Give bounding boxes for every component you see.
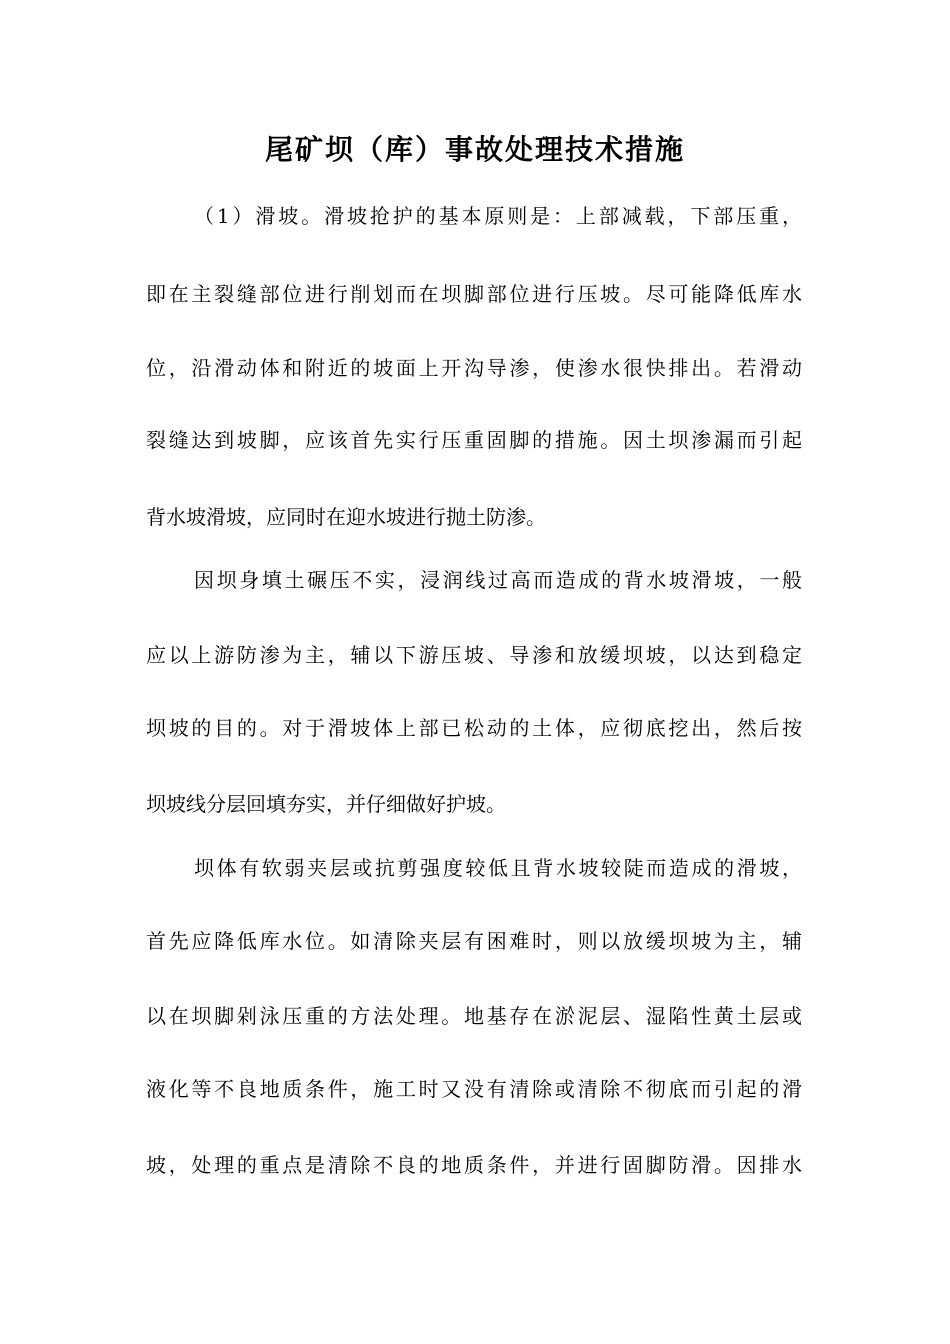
paragraph-line: 裂缝达到坡脚，应该首先实行压重固脚的措施。因土坝渗漏而引起 <box>146 428 802 452</box>
paragraph-line: 坝坡线分层回填夯实，并仔细做好护坡。 <box>146 792 506 816</box>
paragraph-line: 液化等不良地质条件，施工时又没有清除或清除不彻底而引起的滑 <box>146 1077 802 1101</box>
paragraph-line: 位，沿滑动体和附近的坡面上开沟导渗，使渗水很快排出。若滑动 <box>146 356 802 380</box>
document-title: 尾矿坝（库）事故处理技术措施 <box>264 133 685 166</box>
paragraph-line: 因坝身填土碾压不实，浸润线过高而造成的背水坡滑坡，一般 <box>194 568 802 592</box>
paragraph-line: 以在坝脚剁泳压重的方法处理。地基存在淤泥层、湿陷性黄土层或 <box>146 1004 802 1028</box>
paragraph-line: 即在主裂缝部位进行削划而在坝脚部位进行压坡。尽可能降低库水 <box>146 282 802 306</box>
paragraph-line: （1）滑坡。滑坡抢护的基本原则是：上部减载，下部压重， <box>194 204 802 228</box>
paragraph-line: 首先应降低库水位。如清除夹层有困难时，则以放缓坝坡为主，辅 <box>146 929 802 953</box>
paragraph-line: 背水坡滑坡，应同时在迎水坡进行抛土防渗。 <box>146 505 546 529</box>
paragraph-line: 坝体有软弱夹层或抗剪强度较低且背水坡较陡而造成的滑坡， <box>194 856 802 880</box>
paragraph-line: 坝坡的目的。对于滑坡体上部已松动的土体，应彻底挖出，然后按 <box>146 716 802 740</box>
paragraph-line: 应以上游防渗为主，辅以下游压坡、导渗和放缓坝坡，以达到稳定 <box>146 643 802 667</box>
paragraph-line: 坡，处理的重点是清除不良的地质条件，并进行固脚防滑。因排水 <box>146 1153 802 1177</box>
